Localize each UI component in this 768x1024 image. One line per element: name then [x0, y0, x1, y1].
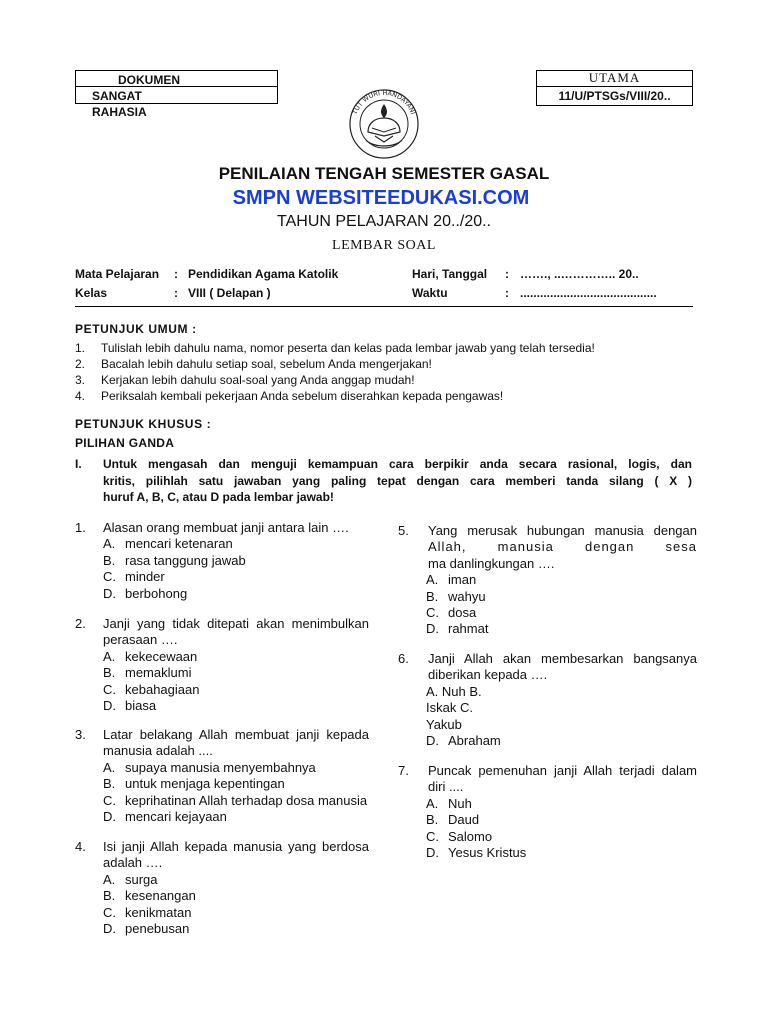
option[interactable]: A. supaya manusia menyembahnya [103, 759, 316, 775]
utama-label: UTAMA [588, 70, 641, 85]
section-roman-numeral: I. [75, 457, 82, 471]
list-item: 3. Kerjakan lebih dahulu soal-soal yang Anda anggap mudah! [75, 373, 415, 387]
option[interactable]: D. penebusan [103, 921, 190, 937]
class-value: VIII ( Delapan ) [188, 286, 271, 300]
question-3: 3. Latar belakang Allah membuat janji kepada manusia adalah .... A. supaya manusia menyembahnya B. untuk menjaga kepentingan C. keprihatinan Allah terhadap dosa manusia D. mencari kejayaan [75, 727, 369, 825]
option[interactable]: A. Nuh [426, 795, 472, 811]
tut-wuri-handayani-logo [341, 78, 427, 164]
time-value: ......................................... [520, 286, 657, 300]
option[interactable]: Iskak C. [426, 700, 473, 716]
option[interactable]: D. mencari kejayaan [103, 809, 227, 825]
option[interactable]: A. mencari ketenaran [103, 536, 233, 552]
exam-code-divider [536, 86, 693, 87]
multiple-choice-heading: PILIHAN GANDA [75, 436, 175, 450]
question-6: 6. Janji Allah akan membesarkan bangsanya diberikan kepada …. A. Nuh B. Iskak C. Yakub D. Abraham [398, 651, 697, 749]
doc-label-dokumen: DOKUMEN [118, 73, 180, 87]
option[interactable]: B. kesenangan [103, 888, 196, 904]
subject-label: Mata Pelajaran [75, 267, 160, 281]
option[interactable]: C. minder [103, 569, 165, 585]
time-label: Waktu [412, 286, 448, 300]
question-7: 7. Puncak pemenuhan janji Allah terjadi dalam diri .... A. Nuh B. Daud C. Salomo D. Yesus Kristus [398, 763, 697, 861]
subject-colon: : [174, 267, 178, 281]
option[interactable]: A. iman [426, 572, 477, 588]
time-colon: : [505, 286, 509, 300]
option[interactable]: D. Yesus Kristus [426, 845, 527, 861]
general-instructions-heading: PETUNJUK UMUM : [75, 322, 197, 336]
general-instructions-list [75, 340, 595, 404]
subject-value: Pendidikan Agama Katolik [188, 267, 339, 281]
option[interactable]: B. Daud [426, 812, 480, 828]
list-item: 1. Tulislah lebih dahulu nama, nomor peserta dan kelas pada lembar jawab yang telah tersedia! [75, 341, 595, 355]
logo-motto: TUT WURI HANDAYANI [350, 88, 418, 116]
question-4: 4. Isi janji Allah kepada manusia yang berdosa adalah …. A. surga B. kesenangan C. kenikmatan D. penebusan [75, 839, 369, 937]
option[interactable]: C. kebahagiaan [103, 681, 200, 697]
info-divider [75, 306, 693, 307]
option[interactable]: A. surga [103, 871, 158, 887]
option[interactable]: B. untuk menjaga kepentingan [103, 776, 285, 792]
doc-label-rahasia: RAHASIA [92, 105, 147, 119]
option[interactable]: A. Nuh B. [426, 683, 482, 699]
date-label: Hari, Tanggal [412, 267, 488, 281]
option[interactable]: D. biasa [103, 698, 157, 714]
option[interactable]: D. rahmat [426, 621, 489, 637]
option[interactable]: B. rasa tanggung jawab [103, 552, 246, 568]
question-2: 2. Janji yang tidak ditepati akan menimbulkan perasaan …. A. kekecewaan B. memaklumi C. kebahagiaan D. biasa [75, 616, 369, 714]
date-colon: : [505, 267, 509, 281]
section-instruction: Untuk mengasah dan menguji kemampuan cara berpikir anda secara rasional, logis, dan kritis, pilihlah satu jawaban yang paling tepat dengan cara memberi tanda silang ( X ) huruf A, B, C, atau D pada lembar jawab! [103, 457, 692, 504]
list-item: 4. Periksalah kembali pekerjaan Anda sebelum diserahkan kepada pengawas! [75, 389, 504, 403]
class-label: Kelas [75, 286, 108, 300]
option[interactable]: A. kekecewaan [103, 648, 198, 664]
option[interactable]: C. Salomo [426, 828, 493, 844]
academic-year: TAHUN PELAJARAN 20../20.. [277, 213, 491, 230]
doc-label-sangat: SANGAT [92, 89, 142, 103]
option[interactable]: D. Abraham [426, 733, 501, 749]
option[interactable]: B. memaklumi [103, 665, 192, 681]
option[interactable]: C. kenikmatan [103, 904, 192, 920]
special-instructions-heading: PETUNJUK KHUSUS : [75, 417, 212, 431]
question-1: 1. Alasan orang membuat janji antara lain …. A. mencari ketenaran B. rasa tanggung jawab C. minder D. berbohong [75, 520, 369, 602]
class-colon: : [174, 286, 178, 300]
sheet-title: LEMBAR SOAL [332, 238, 436, 253]
date-value: ……., ..………….. 20.. [520, 267, 639, 281]
list-item: 2. Bacalah lebih dahulu setiap soal, sebelum Anda mengerjakan! [75, 357, 432, 371]
question-5: 5. Yang merusak hubungan manusia dengan Allah, manusia dengan sesa ma danlingkungan …. A. iman B. wahyu C. dosa D. rahmat [398, 523, 697, 637]
option[interactable]: C. dosa [426, 605, 477, 621]
exam-code: 11/U/PTSGs/VIII/20.. [558, 89, 671, 103]
option[interactable]: Yakub [426, 716, 462, 732]
school-name: SMPN WEBSITEEDUKASI.COM [232, 187, 530, 209]
exam-title: PENILAIAN TENGAH SEMESTER GASAL [218, 164, 550, 183]
logo-emblem-icon [341, 78, 427, 164]
option[interactable]: C. keprihatinan Allah terhadap dosa manusia [103, 792, 368, 808]
option[interactable]: D. berbohong [103, 585, 188, 601]
option[interactable]: B. wahyu [426, 588, 486, 604]
